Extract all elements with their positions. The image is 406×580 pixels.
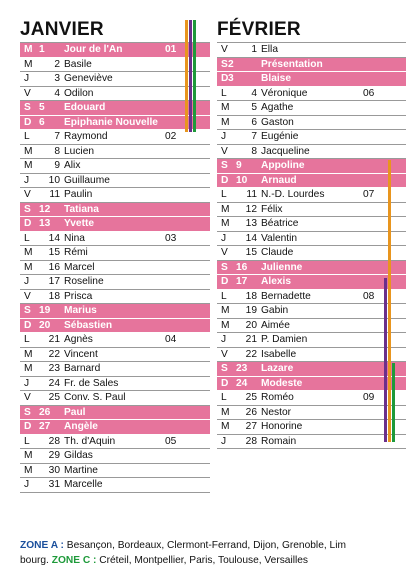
day-row [20,87,210,102]
day-number: 8 [54,145,60,157]
day-number: 22 [245,348,257,360]
weekend-day-row [20,319,210,334]
saint-name: Paul [64,406,86,418]
day-letter: J [24,174,30,186]
day-row [20,232,210,247]
day-row [20,464,210,479]
saint-name: Gabin [261,305,289,316]
day-number: 25 [245,392,257,403]
day-letter: L [221,290,227,302]
day-row [20,261,210,276]
saint-name: Epiphanie Nouvelle [64,116,158,128]
week-number: 05 [165,435,177,447]
day-number: 22 [48,348,60,360]
zone-c-cities: Créteil, Montpellier, Paris, Toulouse, Versailles [96,555,309,566]
week-number: 04 [165,334,177,345]
saint-name: Lazare [261,363,294,374]
weekend-day-row [217,261,406,276]
weekend-day-row [217,58,406,73]
day-row [217,391,406,406]
saint-name: Présentation [261,58,323,70]
day-letter: S [221,58,228,70]
saint-name: Appoline [261,160,305,171]
day-number: 15 [48,247,60,258]
day-row [20,333,210,348]
day-letter: J [24,377,30,389]
day-number: 16 [48,261,60,273]
saint-name: Angèle [64,421,98,432]
day-letter: D [24,218,32,229]
day-number: 20 [39,319,51,331]
saint-name: Bernadette [261,290,311,302]
saint-name: Gildas [64,450,93,461]
day-letter: M [24,450,33,461]
weekend-day-row [20,101,210,116]
day-letter: S [24,406,31,418]
saint-name: Alix [64,160,81,171]
day-letter: L [24,334,30,345]
day-row [20,290,210,305]
day-letter: M [24,247,33,258]
day-number: 17 [48,276,60,287]
day-row [20,72,210,87]
january-day-list [20,42,210,493]
day-row [20,435,210,450]
day-number: 27 [245,421,257,432]
saint-name: Vincent [64,348,98,360]
holiday-bar-january-orange [185,20,188,132]
saint-name: Th. d'Aquin [64,435,116,447]
day-letter: M [221,218,230,229]
day-number: 19 [245,305,257,316]
day-row [217,217,406,232]
day-letter: D [24,421,32,432]
day-row [20,449,210,464]
day-row [20,362,210,377]
day-row [217,116,406,131]
day-letter: L [24,435,30,447]
day-letter: S [221,160,228,171]
saint-name: Yvette [64,218,95,229]
day-number: 7 [251,131,257,142]
day-row [217,435,406,450]
week-number: 09 [363,392,375,403]
day-letter: S [24,305,31,316]
day-row [217,87,406,102]
saint-name: Martine [64,464,98,476]
day-letter: M [24,348,33,360]
saint-name: Véronique [261,87,308,99]
day-number: 1 [39,44,45,55]
day-row [20,159,210,174]
day-letter: S [24,203,31,215]
week-number: 06 [363,87,375,99]
saint-name: Gaston [261,116,294,128]
day-row [217,304,406,319]
saint-name: Jacqueline [261,145,310,157]
day-number: 31 [48,479,60,490]
saint-name: Aimée [261,319,290,331]
saint-name: Paulin [64,189,93,200]
day-letter: J [24,479,30,490]
zones-footer [20,538,406,568]
month-title-february: FÉVRIER [217,19,301,40]
day-row [217,420,406,435]
saint-name: Edouard [64,102,106,113]
saint-name: Geneviève [64,73,113,84]
day-letter: D [24,319,32,331]
day-row [217,333,406,348]
day-letter: L [221,189,227,200]
day-letter: D [221,276,229,287]
day-row [20,478,210,493]
weekend-day-row [217,362,406,377]
day-number: 14 [48,232,60,244]
day-letter: S [221,261,228,273]
weekend-day-row [217,275,406,290]
saint-name: Béatrice [261,218,299,229]
day-number: 5 [39,102,45,113]
day-letter: M [24,363,33,374]
day-letter: V [24,87,31,99]
day-letter: M [221,406,230,418]
day-number: 14 [245,232,257,244]
day-row [217,145,406,160]
saint-name: Marcel [64,261,95,273]
day-letter: D [221,73,229,84]
day-letter: V [24,392,31,403]
holiday-bar-february-green [392,363,395,442]
holiday-bar-january-purple [189,20,192,132]
day-row [20,130,210,145]
day-row [20,275,210,290]
day-number: 12 [245,203,257,215]
day-letter: J [24,73,30,84]
day-row [20,174,210,189]
saint-name: Roméo [261,392,294,403]
zone-a-cities: Besançon, Bordeaux, Clermont-Ferrand, Dijon, Grenoble, Lim [63,540,346,551]
day-letter: M [221,319,230,331]
holiday-bar-february-purple [384,278,387,442]
day-number: 2 [54,58,60,70]
saint-name: Isabelle [261,348,297,360]
february-column [217,0,406,449]
day-letter: V [221,145,228,157]
day-number: 18 [245,290,257,302]
day-row [20,377,210,392]
weekend-day-row [217,174,406,189]
day-row [217,130,406,145]
saint-name: N.-D. Lourdes [261,189,325,200]
zone-c-line [20,553,406,568]
saint-name: Agathe [261,102,294,113]
day-letter: J [221,131,227,142]
day-number: 8 [251,145,257,157]
zone-a-label: ZONE A : [20,540,64,551]
saint-name: Nestor [261,406,292,418]
saint-name: Alexis [261,276,292,287]
day-number: 29 [48,450,60,461]
day-letter: M [221,116,230,128]
day-letter: V [24,290,31,302]
saint-name: Rémi [64,247,88,258]
saint-name: Odilon [64,87,94,99]
saint-name: P. Damien [261,334,308,345]
day-letter: M [221,421,230,432]
day-number: 17 [236,276,248,287]
day-number: 27 [39,421,51,432]
day-letter: M [24,160,33,171]
day-number: 30 [48,464,60,476]
day-row [20,348,210,363]
day-number: 28 [48,435,60,447]
saint-name: Guillaume [64,174,110,186]
saint-name: Arnaud [261,174,297,186]
day-number: 1 [251,44,257,55]
saint-name: Roseline [64,276,104,287]
week-number: 02 [165,131,177,142]
day-number: 9 [236,160,242,171]
weekend-day-row [20,43,210,58]
day-letter: M [24,261,33,273]
week-number: 01 [165,44,177,55]
holiday-bar-february-orange [388,160,391,442]
day-letter: D [221,174,229,186]
day-number: 10 [236,174,248,186]
day-number: 13 [245,218,257,229]
saint-name: Tatiana [64,203,99,215]
day-letter: L [221,392,227,403]
saint-name: Ella [261,44,278,55]
saint-name: Valentin [261,232,298,244]
saint-name: Lucien [64,145,95,157]
zone-a-cities-cont: bourg. [20,555,49,566]
day-letter: S [24,102,31,113]
day-letter: S [221,363,228,374]
day-number: 20 [245,319,257,331]
february-day-list [217,42,406,449]
saint-name: Agnès [64,334,93,345]
saint-name: Honorine [261,421,303,432]
day-letter: M [24,44,33,55]
day-letter: J [221,435,227,447]
saint-name: Conv. S. Paul [64,392,126,403]
january-column [20,0,210,493]
day-number: 24 [236,377,248,389]
day-letter: L [221,87,227,99]
day-letter: V [221,247,228,258]
day-number: 15 [245,247,257,258]
weekend-day-row [217,72,406,87]
day-number: 26 [245,406,257,418]
weekend-day-row [20,406,210,421]
day-number: 18 [48,290,60,302]
day-number: 21 [48,334,60,345]
saint-name: Prisca [64,290,93,302]
day-row [20,145,210,160]
weekend-day-row [20,304,210,319]
month-title-january: JANVIER [20,19,104,40]
day-letter: V [221,348,228,360]
day-number: 2 [228,58,234,70]
weekend-day-row [217,159,406,174]
day-letter: J [221,232,227,244]
day-number: 11 [49,189,60,200]
saint-name: Félix [261,203,283,215]
day-number: 4 [251,87,257,99]
day-letter: D [221,377,229,389]
day-number: 25 [48,392,60,403]
day-row [217,188,406,203]
saint-name: Modeste [261,377,303,389]
day-letter: L [24,232,30,244]
week-number: 03 [165,232,177,244]
day-row [217,101,406,116]
day-number: 11 [246,189,257,200]
day-row [217,319,406,334]
day-row [217,43,406,58]
day-number: 19 [39,305,51,316]
day-number: 4 [54,87,60,99]
saint-name: Blaise [261,73,292,84]
saint-name: Raymond [64,131,108,142]
day-number: 23 [236,363,248,374]
week-number: 08 [363,290,375,302]
saint-name: Jour de l'An [64,44,123,55]
saint-name: Fr. de Sales [64,377,119,389]
day-number: 16 [236,261,248,273]
day-row [20,58,210,73]
day-letter: V [24,189,31,200]
day-number: 26 [39,406,51,418]
day-letter: J [24,276,30,287]
saint-name: Marius [64,305,97,316]
day-letter: V [221,44,228,55]
zone-a-line [20,538,406,553]
day-number: 3 [54,73,60,84]
day-number: 28 [245,435,257,447]
day-row [20,188,210,203]
day-row [20,246,210,261]
day-letter: M [24,58,33,70]
saint-name: Julienne [261,261,303,273]
saint-name: Eugénie [261,131,299,142]
saint-name: Romain [261,435,297,447]
saint-name: Barnard [64,363,101,374]
day-letter: M [221,305,230,316]
day-number: 10 [48,174,60,186]
day-letter: J [221,334,227,345]
day-row [217,203,406,218]
day-number: 5 [251,102,257,113]
day-number: 23 [48,363,60,374]
saint-name: Marcelle [64,479,103,490]
day-row [217,232,406,247]
day-letter: M [24,145,33,157]
day-letter: L [24,131,30,142]
saint-name: Basile [64,58,92,70]
weekend-day-row [20,116,210,131]
day-number: 9 [54,160,60,171]
day-number: 3 [228,73,234,84]
day-number: 6 [251,116,257,128]
day-row [217,290,406,305]
day-number: 24 [48,377,60,389]
day-letter: M [221,102,230,113]
day-row [20,391,210,406]
zone-c-label: ZONE C : [48,555,97,566]
day-letter: D [24,116,32,128]
day-row [217,348,406,363]
day-row [217,406,406,421]
day-row [217,246,406,261]
weekend-day-row [217,377,406,392]
weekend-day-row [20,203,210,218]
day-number: 7 [54,131,60,142]
day-letter: M [221,203,230,215]
week-number: 07 [363,189,375,200]
day-number: 6 [39,116,45,128]
saint-name: Sébastien [64,319,113,331]
day-number: 21 [245,334,257,345]
saint-name: Nina [64,232,85,244]
weekend-day-row [20,420,210,435]
weekend-day-row [20,217,210,232]
day-number: 12 [39,203,51,215]
saint-name: Claude [261,247,294,258]
holiday-bar-january-green [193,20,196,132]
day-letter: M [24,464,33,476]
day-number: 13 [39,218,51,229]
